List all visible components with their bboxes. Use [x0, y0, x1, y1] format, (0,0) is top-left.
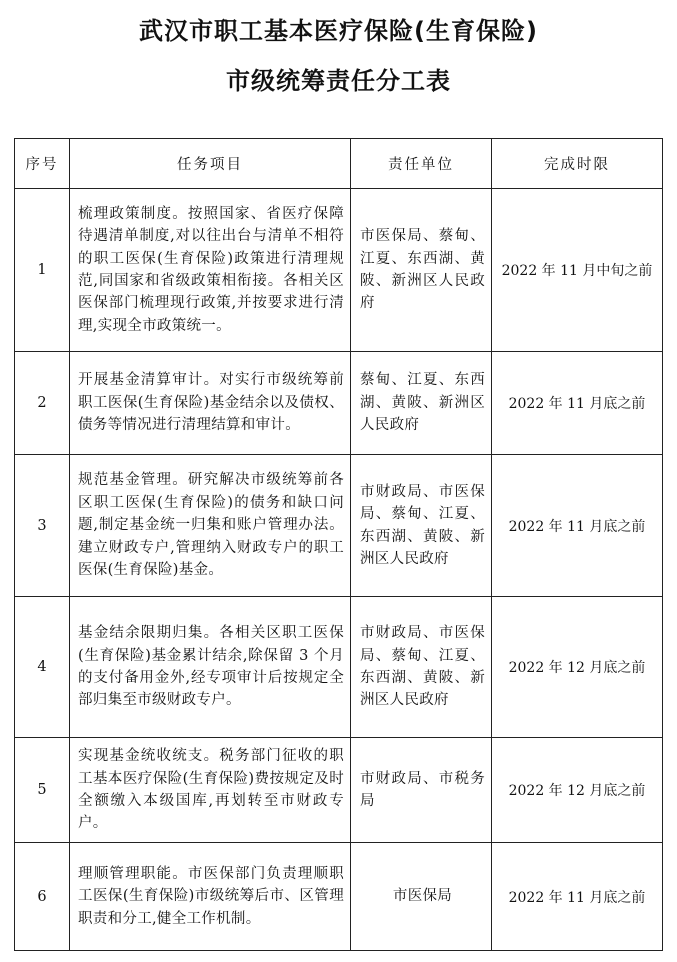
deadline: 2022 年 11 月底之前	[492, 352, 663, 455]
table-row	[15, 597, 663, 738]
deadline: 2022 年 11 月中旬之前	[492, 189, 663, 352]
task-item: 基金结余限期归集。各相关区职工医保(生育保险)基金累计结余,除保留 3 个月的支付备用金外,经专项审计后按规定全部归集至市级财政专户。	[70, 597, 351, 738]
deadline: 2022 年 11 月底之前	[492, 455, 663, 597]
row-number: 5	[15, 738, 70, 843]
task-item: 理顺管理职能。市医保部门负责理顺职工医保(生育保险)市级统筹后市、区管理职责和分工,健全工作机制。	[70, 843, 351, 951]
header-deadline: 完成时限	[492, 139, 663, 189]
task-item: 实现基金统收统支。税务部门征收的职工基本医疗保险(生育保险)费按规定及时全额缴入本级国库,再划转至市财政专户。	[70, 738, 351, 843]
header-task: 任务项目	[70, 139, 351, 189]
deadline: 2022 年 11 月底之前	[492, 843, 663, 951]
table-row	[15, 843, 663, 951]
responsible-unit: 市财政局、市税务局	[351, 738, 492, 843]
responsibility-table	[14, 138, 663, 951]
header-no: 序号	[15, 139, 70, 189]
document-title-line2: 市级统筹责任分工表	[226, 67, 451, 95]
table-row	[15, 189, 663, 352]
table-row	[15, 738, 663, 843]
task-item: 开展基金清算审计。对实行市级统筹前职工医保(生育保险)基金结余以及债权、债务等情况进行清理结算和审计。	[70, 352, 351, 455]
table-header-row	[15, 139, 663, 189]
deadline: 2022 年 12 月底之前	[492, 597, 663, 738]
task-item: 规范基金管理。研究解决市级统筹前各区职工医保(生育保险)的债务和缺口问题,制定基金统一归集和账户管理办法。建立财政专户,管理纳入财政专户的职工医保(生育保险)基金。	[70, 455, 351, 597]
responsible-unit: 蔡甸、江夏、东西湖、黄陂、新洲区人民政府	[351, 352, 492, 455]
table-row	[15, 455, 663, 597]
responsible-unit: 市医保局	[351, 843, 492, 951]
row-number: 6	[15, 843, 70, 951]
responsible-unit: 市医保局、蔡甸、江夏、东西湖、黄陂、新洲区人民政府	[351, 189, 492, 352]
row-number: 1	[15, 189, 70, 352]
deadline: 2022 年 12 月底之前	[492, 738, 663, 843]
responsible-unit: 市财政局、市医保局、蔡甸、江夏、东西湖、黄陂、新洲区人民政府	[351, 597, 492, 738]
responsible-unit: 市财政局、市医保局、蔡甸、江夏、东西湖、黄陂、新洲区人民政府	[351, 455, 492, 597]
row-number: 4	[15, 597, 70, 738]
header-unit: 责任单位	[351, 139, 492, 189]
table-row	[15, 352, 663, 455]
row-number: 3	[15, 455, 70, 597]
document-title-line1: 武汉市职工基本医疗保险(生育保险)	[139, 17, 538, 45]
row-number: 2	[15, 352, 70, 455]
task-item: 梳理政策制度。按照国家、省医疗保障待遇清单制度,对以往出台与清单不相符的职工医保(生育保险)政策进行清理规范,同国家和省级政策相衔接。各相关区医保部门梳理现行政策,并按要求进行清理,实现全市政策统一。	[70, 189, 351, 352]
